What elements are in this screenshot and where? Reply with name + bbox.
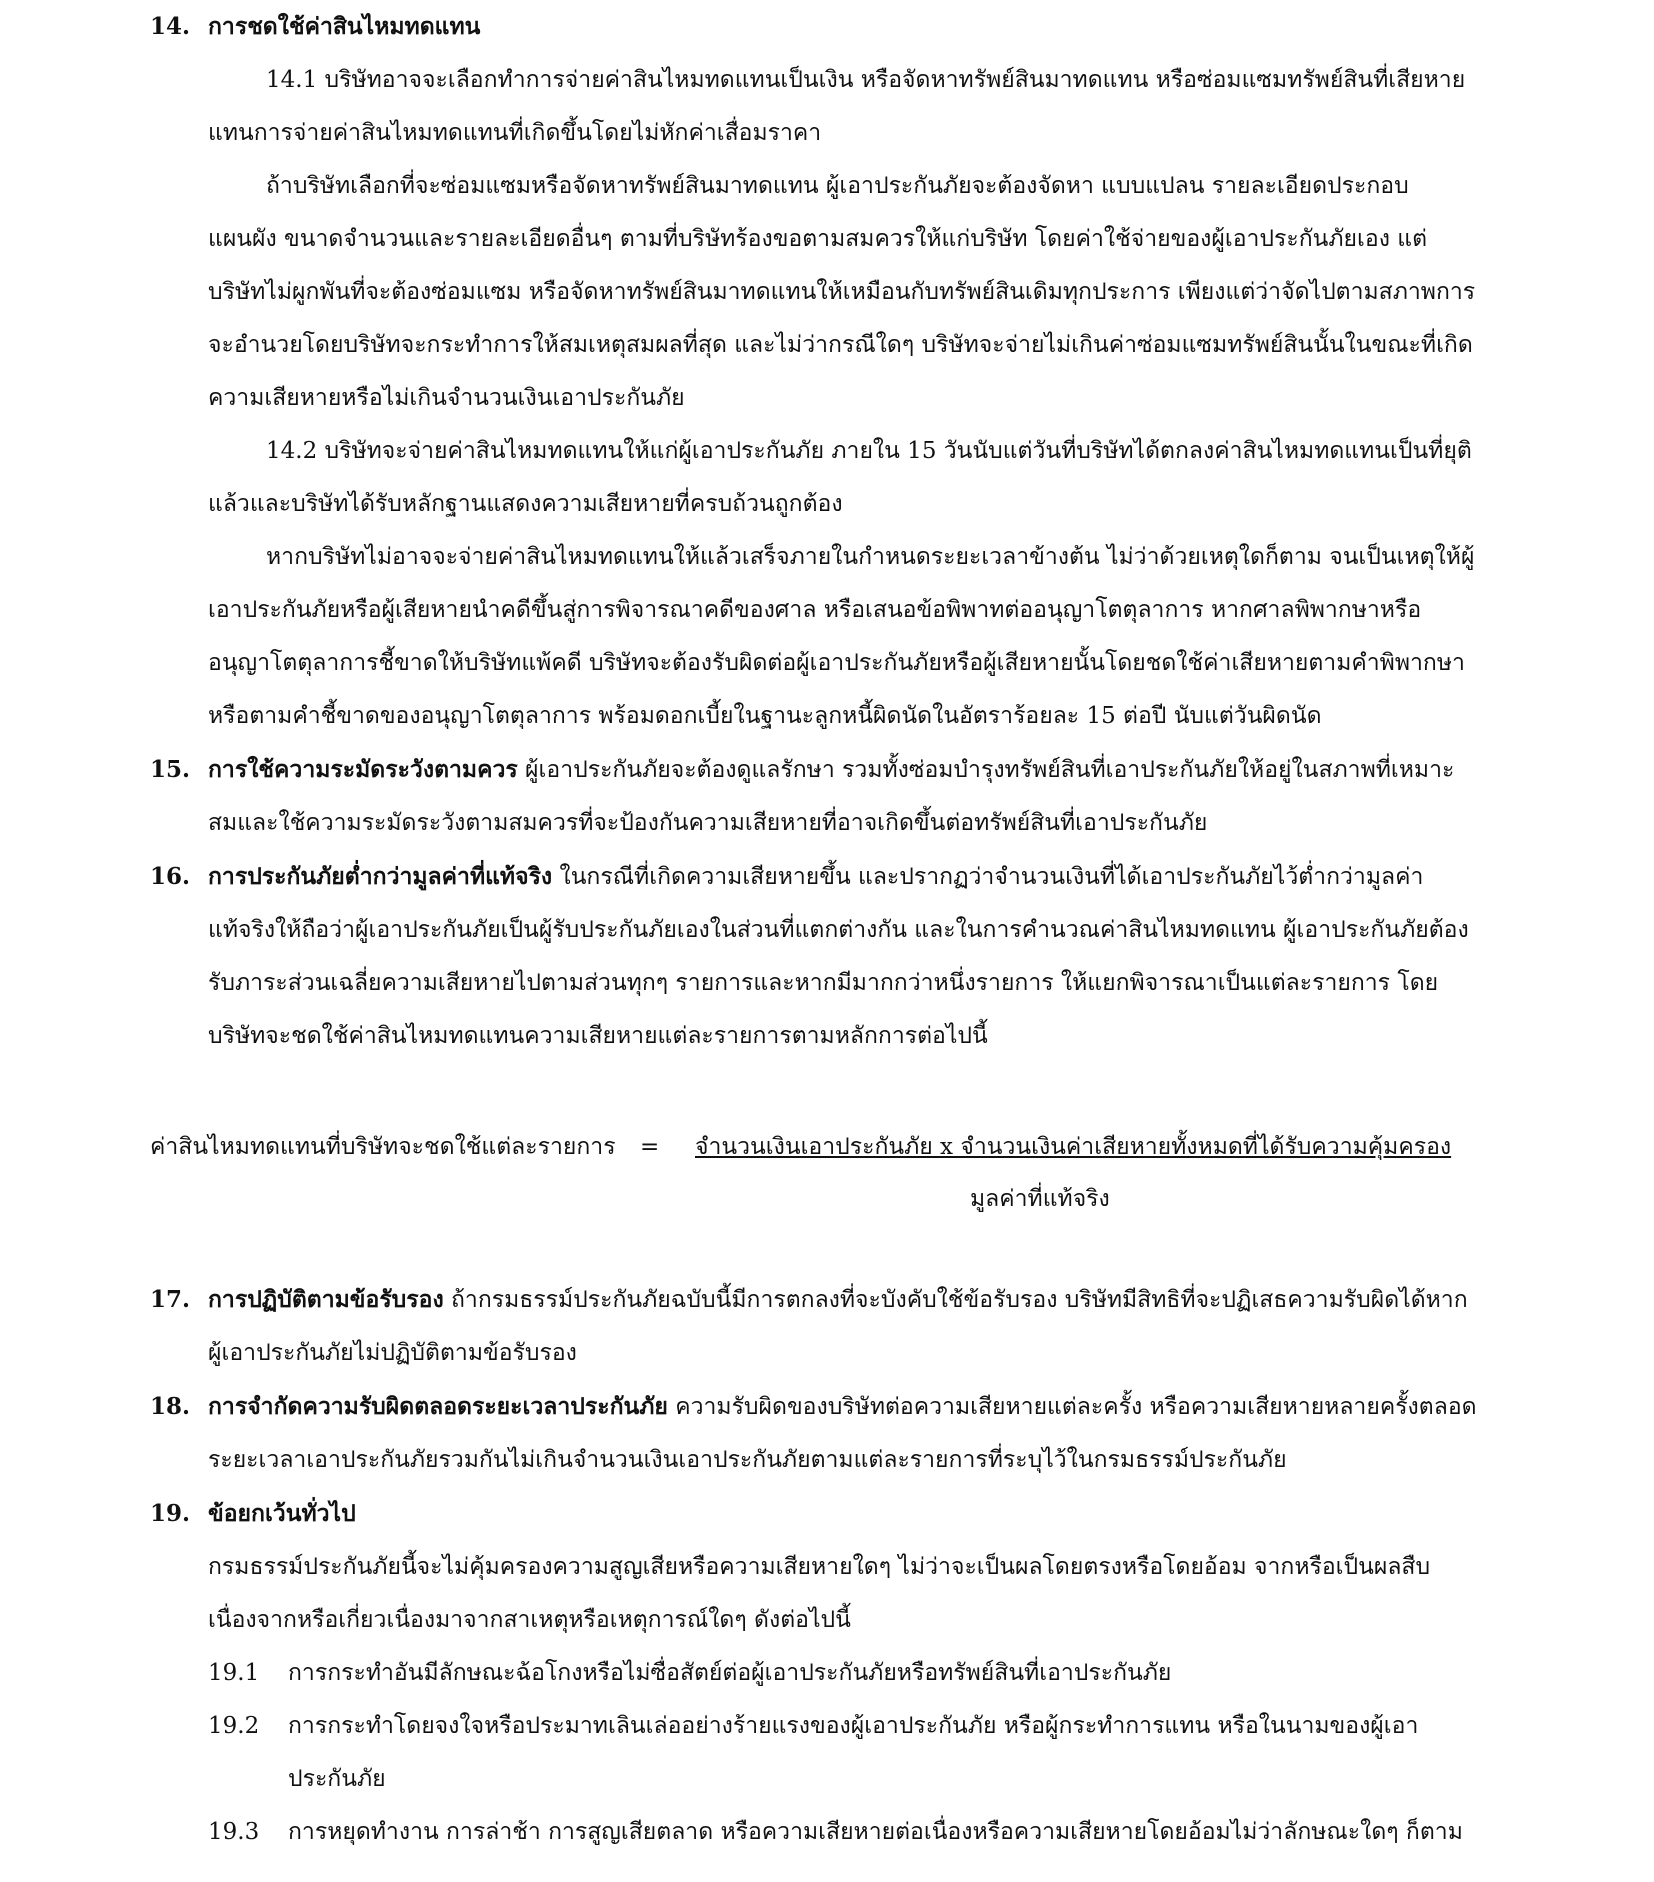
exclusion-item-text: การหยุดทำงาน การล่าช้า การสูญเสียตลาด หรือความเสียหายต่อเนื่องหรือความเสียหายโดยอ้อมไม่ว่าลักษณะใดๆ ก็ตาม <box>288 1819 1463 1845</box>
section-16-text <box>208 850 1480 1063</box>
section-19 <box>150 1487 1480 1541</box>
exclusion-item-number: 19.2 <box>208 1713 260 1739</box>
section-18 <box>150 1380 1480 1487</box>
section-15 <box>150 743 1480 850</box>
section-15-number: 15. <box>150 756 191 783</box>
exclusion-item-number: 19.1 <box>208 1660 260 1686</box>
section-14-title: การชดใช้ค่าสินไหมทดแทน <box>208 13 481 40</box>
clause-14-2: 14.2 บริษัทจะจ่ายค่าสินไหมทดแทนให้แก่ผู้เอาประกันภัย ภายใน 15 วันนับแต่วันที่บริษัทได้ตกลงค่าสินไหมทดแทนเป็นที่ยุติแล้วและบริษัทได้รับหลักฐานแสดงความเสียหายที่ครบถ้วนถูกต้อง <box>208 438 1472 517</box>
exclusion-item-text: การกระทำอันมีลักษณะฉ้อโกงหรือไม่ซื่อสัตย์ต่อผู้เอาประกันภัยหรือทรัพย์สินที่เอาประกันภัย <box>288 1660 1172 1686</box>
section-19-number: 19. <box>150 1500 191 1527</box>
section-14 <box>150 0 1480 54</box>
formula-numerator: จำนวนเงินเอาประกันภัย x จำนวนเงินค่าเสียหายทั้งหมดที่ได้รับความคุ้มครอง <box>695 1134 1452 1160</box>
section-14-number: 14. <box>150 13 191 40</box>
section-16-title: การประกันภัยต่ำกว่ามูลค่าที่แท้จริง <box>208 863 553 890</box>
coinsurance-formula <box>150 1113 1480 1273</box>
section-19-title: ข้อยกเว้นทั่วไป <box>208 1500 356 1527</box>
formula-lhs: ค่าสินไหมทดแทนที่บริษัทจะชดใช้แต่ละรายการ <box>150 1134 616 1160</box>
formula-denominator: มูลค่าที่แท้จริง <box>970 1186 1110 1212</box>
exclusion-item-text: การกระทำโดยจงใจหรือประมาทเลินเล่ออย่างร้ายแรงของผู้เอาประกันภัย หรือผู้กระทำการแทน หรือในนามของผู้เอาประกันภัย <box>288 1713 1419 1792</box>
exclusion-item <box>150 1700 1480 1806</box>
formula-equals: = <box>640 1134 660 1160</box>
clause-14-1: 14.1 บริษัทอาจจะเลือกทำการจ่ายค่าสินไหมทดแทนเป็นเงิน หรือจัดหาทรัพย์สินมาทดแทน หรือซ่อมแซมทรัพย์สินที่เสียหายแทนการจ่ายค่าสินไหมทดแทนที่เกิดขึ้นโดยไม่หักค่าเสื่อมราคา <box>208 67 1466 146</box>
document-page <box>150 0 1480 1859</box>
section-17-title: การปฏิบัติตามข้อรับรอง <box>208 1286 444 1313</box>
clause-14-1-paragraph-2: ถ้าบริษัทเลือกที่จะซ่อมแซมหรือจัดหาทรัพย์สินมาทดแทน ผู้เอาประกันภัยจะต้องจัดหา แบบแปลน รายละเอียดประกอบ แผนผัง ขนาดจำนวนและรายละเอียดอื่นๆ ตามที่บริษัทร้องขอตามสมควรให้แก่บริษัท โดยค่าใช้จ่ายของผู้เอาประกันภัยเอง แต่บริษัทไม่ผูกพันที่จะต้องซ่อมแซม หรือจัดหาทรัพย์สินมาทดแทนให้เหมือนกับทรัพย์สินเดิมทุกประการ เพียงแต่ว่าจัดไปตามสภาพการจะอำนวยโดยบริษัทจะกระทำการให้สมเหตุสมผลที่สุด และไม่ว่ากรณีใดๆ บริษัทจะจ่ายไม่เกินค่าซ่อมแซมทรัพย์สินนั้นในขณะที่เกิดความเสียหายหรือไม่เกินจำนวนเงินเอาประกันภัย <box>208 173 1476 411</box>
section-15-text <box>208 743 1480 850</box>
clause-14-2-paragraph-2: หากบริษัทไม่อาจจะจ่ายค่าสินไหมทดแทนให้แล้วเสร็จภายในกำหนดระยะเวลาข้างต้น ไม่ว่าด้วยเหตุใดก็ตาม จนเป็นเหตุให้ผู้เอาประกันภัยหรือผู้เสียหายนำคดีขึ้นสู่การพิจารณาคดีของศาล หรือเสนอข้อพิพาทต่ออนุญาโตตุลาการ หากศาลพิพากษาหรืออนุญาโตตุลาการชี้ขาดให้บริษัทแพ้คดี บริษัทจะต้องรับผิดต่อผู้เอาประกันภัยหรือผู้เสียหายนั้นโดยชดใช้ค่าเสียหายตามคำพิพากษาหรือตามคำชี้ขาดของอนุญาโตตุลาการ พร้อมดอกเบี้ยในฐานะลูกหนี้ผิดนัดในอัตราร้อยละ 15 ต่อปี นับแต่วันผิดนัด <box>208 544 1475 729</box>
section-17-body: ถ้ากรมธรรม์ประกันภัยฉบับนี้มีการตกลงที่จะบังคับใช้ข้อรับรอง บริษัทมีสิทธิที่จะปฏิเสธความรับผิดได้หากผู้เอาประกันภัยไม่ปฏิบัติตามข้อรับรอง <box>208 1287 1468 1366</box>
section-14-content <box>150 54 1480 743</box>
section-16-body: ในกรณีที่เกิดความเสียหายขึ้น และปรากฏว่าจำนวนเงินที่ได้เอาประกันภัยไว้ต่ำกว่ามูลค่าแท้จริงให้ถือว่าผู้เอาประกันภัยเป็นผู้รับประกันภัยเองในส่วนที่แตกต่างกัน และในการคำนวณค่าสินไหมทดแทน ผู้เอาประกันภัยต้องรับภาระส่วนเฉลี่ยความเสียหายไปตามส่วนทุกๆ รายการและหากมีมากกว่าหนึ่งรายการ ให้แยกพิจารณาเป็นแต่ละรายการ โดยบริษัทจะชดใช้ค่าสินไหมทดแทนความเสียหายแต่ละรายการตามหลักการต่อไปนี้ <box>208 864 1469 1049</box>
section-17 <box>150 1273 1480 1380</box>
section-16-number: 16. <box>150 863 191 890</box>
exclusion-item <box>150 1647 1480 1700</box>
section-15-title: การใช้ความระมัดระวังตามควร <box>208 756 518 783</box>
exclusion-item-number: 19.3 <box>208 1819 260 1845</box>
section-18-number: 18. <box>150 1393 191 1420</box>
section-19-intro: กรมธรรม์ประกันภัยนี้จะไม่คุ้มครองความสูญเสียหรือความเสียหายใดๆ ไม่ว่าจะเป็นผลโดยตรงหรือโดยอ้อม จากหรือเป็นผลสืบเนื่องจากหรือเกี่ยวเนื่องมาจากสาเหตุหรือเหตุการณ์ใดๆ ดังต่อไปนี้ <box>208 1554 1431 1633</box>
section-17-number: 17. <box>150 1286 191 1313</box>
section-18-body: ความรับผิดของบริษัทต่อความเสียหายแต่ละครั้ง หรือความเสียหายหลายครั้งตลอดระยะเวลาเอาประกันภัยรวมกันไม่เกินจำนวนเงินเอาประกันภัยตามแต่ละรายการที่ระบุไว้ในกรมธรรม์ประกันภัย <box>208 1394 1477 1473</box>
section-18-title: การจำกัดความรับผิดตลอดระยะเวลาประกันภัย <box>208 1393 668 1420</box>
section-15-body: ผู้เอาประกันภัยจะต้องดูแลรักษา รวมทั้งซ่อมบำรุงทรัพย์สินที่เอาประกันภัยให้อยู่ในสภาพที่เหมาะสมและใช้ความระมัดระวังตามสมควรที่จะป้องกันความเสียหายที่อาจเกิดขึ้นต่อทรัพย์สินที่เอาประกันภัย <box>208 757 1455 836</box>
section-17-text <box>208 1273 1480 1380</box>
section-16 <box>150 850 1480 1063</box>
section-18-text <box>208 1380 1480 1487</box>
exclusion-item <box>150 1806 1480 1859</box>
section-19-intro-block <box>150 1541 1480 1647</box>
